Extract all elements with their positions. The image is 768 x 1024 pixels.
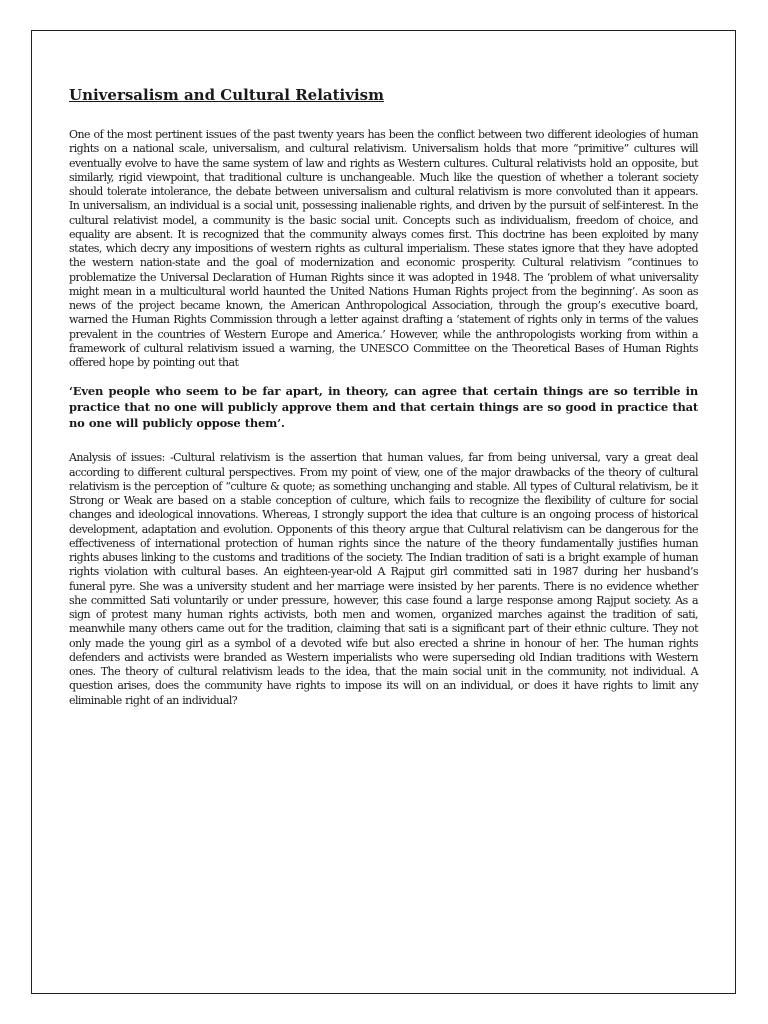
paragraph-analysis: Analysis of issues: -Cultural relativism is the assertion that human values, far from being universal, vary a great deal according to different cultural perspectives. From my point of view, one of the major drawbacks of the theory of cultural relativism is the perception of “culture & quote; as something unchanging and stable. All types of Cultural relativism, be it Strong or Weak are based on a stable conception of culture, which fails to recognize the flexibility of culture for social changes and ideological innovations. Whereas, I strongly support the idea that culture is an ongoing process of historical development, adaptation and evolution. Opponents of this theory argue that Cultural relativism can be dangerous for the effectiveness of international protection of human rights since the nature of the theory fundamentally justifies human rights abuses linking to the customs and traditions of the society. The Indian tradition of sati is a bright example of human rights violation with cultural bases. An eighteen-year-old A Rajput girl committed sati in 1987 during her husband’s funeral pyre. She was a university student and her marriage were insisted by her parents. There is no evidence whether she committed Sati voluntarily or under pressure, however, this case found a large response among Rajput society. As a sign of protest many human rights activists, both men and women, organized marches against the tradition of sati, meanwhile many others came out for the tradition, claiming that sati is a significant part of their ethnic culture. They not only made the young girl as a symbol of a devoted wife but also erected a shrine in honour of her. The human rights defenders and activists were branded as Western imperialists who were superseding old Indian traditions with Western ones. The theory of cultural relativism leads to the idea, that the main social unit in the community, not individual. A question arises, does the community have rights to impose its will on an individual, or does it have rights to limit any eliminable right of an individual? bbox=[69, 451, 698, 707]
document-title: Universalism and Cultural Relativism bbox=[69, 86, 384, 104]
document-body bbox=[69, 86, 698, 708]
paragraph-intro: One of the most pertinent issues of the past twenty years has been the conflict between two different ideologies of human rights on a national scale, universalism, and cultural relativism. Universalism holds that more “primitive” cultures will eventually evolve to have the same system of law and rights as Western cultures. Cultural relativists hold an opposite, but similarly, rigid viewpoint, that traditional culture is unchangeable. Much like the question of whether a tolerant society should tolerate intolerance, the debate between universalism and cultural relativism is more convoluted than it appears. In universalism, an individual is a social unit, possessing inalienable rights, and driven by the pursuit of self-interest. In the cultural relativist model, a community is the basic social unit. Concepts such as individualism, freedom of choice, and equality are absent. It is recognized that the community always comes first. This doctrine has been exploited by many states, which decry any impositions of western rights as cultural imperialism. These states ignore that they have adopted the western nation-state and the goal of modernization and economic prosperity. Cultural relativism “continues to problematize the Universal Declaration of Human Rights since it was adopted in 1948. The ‘problem of what universality might mean in a multicultural world haunted the United Nations Human Rights project from the beginning’. As soon as news of the project became known, the American Anthropological Association, through the group’s executive board, warned the Human Rights Commission through a letter against drafting a ‘statement of rights only in terms of the values prevalent in the countries of Western Europe and America.’ However, while the anthropologists working from within a framework of cultural relativism issued a warning, the UNESCO Committee on the Theoretical Bases of Human Rights offered hope by pointing out that bbox=[69, 128, 698, 369]
block-quote: ‘Even people who seem to be far apart, in theory, can agree that certain things are so terrible in practice that no one will publicly approve them and that certain things are so good in practice that no one will publicly oppose them’. bbox=[69, 384, 698, 431]
